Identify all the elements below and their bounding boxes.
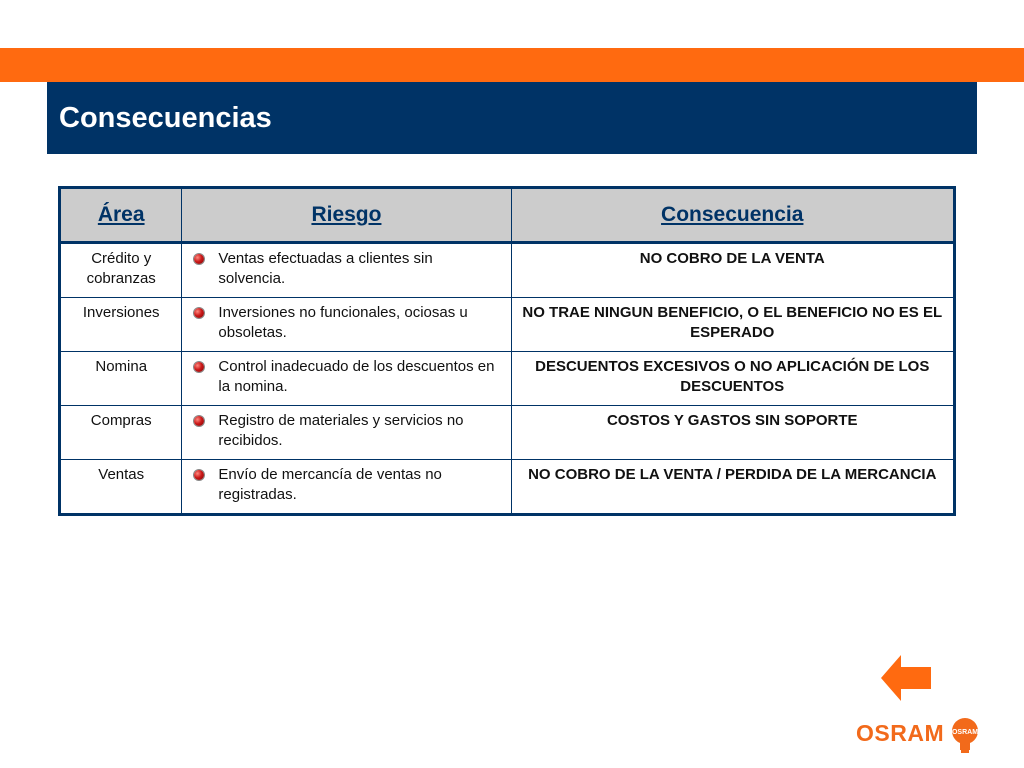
- risk-cell: [182, 406, 511, 460]
- risk-cell: [182, 460, 511, 515]
- risk-cell: [182, 352, 511, 406]
- red-bullet-icon: [194, 470, 204, 480]
- top-accent-bar: [0, 48, 1024, 82]
- consequence-cell: COSTOS Y GASTOS SIN SOPORTE: [511, 406, 955, 460]
- consequence-cell: NO COBRO DE LA VENTA: [511, 243, 955, 298]
- risk-text: Inversiones no funcionales, ociosas u obsoletas.: [218, 304, 468, 341]
- consequences-table: [58, 186, 956, 516]
- table-row: [60, 243, 955, 298]
- consequence-cell: DESCUENTOS EXCESIVOS O NO APLICACIÓN DE LOS DESCUENTOS: [511, 352, 955, 406]
- red-bullet-icon: [194, 362, 204, 372]
- lightbulb-icon: [950, 716, 980, 754]
- osram-logo: [856, 716, 980, 754]
- table-row: [60, 406, 955, 460]
- page-title: Consecuencias: [59, 102, 272, 134]
- logo-bulb-text: OSRAM: [951, 729, 979, 736]
- header-area: Área: [60, 188, 182, 243]
- back-button[interactable]: [879, 653, 933, 703]
- risk-text: Control inadecuado de los descuentos en la nomina.: [218, 358, 495, 395]
- red-bullet-icon: [194, 254, 204, 264]
- risk-text: Ventas efectuadas a clientes sin solvencia.: [218, 250, 433, 287]
- area-cell: Inversiones: [60, 298, 182, 352]
- consequence-cell: NO COBRO DE LA VENTA / PERDIDA DE LA MERCANCIA: [511, 460, 955, 515]
- title-banner: [47, 82, 977, 154]
- area-cell: Compras: [60, 406, 182, 460]
- header-consecuencia: Consecuencia: [511, 188, 955, 243]
- consequence-cell: NO TRAE NINGUN BENEFICIO, O EL BENEFICIO NO ES EL ESPERADO: [511, 298, 955, 352]
- area-cell: Crédito y cobranzas: [60, 243, 182, 298]
- header-riesgo: Riesgo: [182, 188, 511, 243]
- risk-text: Envío de mercancía de ventas no registradas.: [218, 466, 442, 503]
- red-bullet-icon: [194, 308, 204, 318]
- area-cell: Ventas: [60, 460, 182, 515]
- area-cell: Nomina: [60, 352, 182, 406]
- table-header-row: [60, 188, 955, 243]
- risk-cell: [182, 243, 511, 298]
- risk-text: Registro de materiales y servicios no recibidos.: [218, 412, 464, 449]
- table-row: [60, 460, 955, 515]
- left-arrow-icon: [879, 653, 933, 703]
- table-row: [60, 298, 955, 352]
- logo-wordmark: OSRAM: [856, 720, 945, 746]
- table-row: [60, 352, 955, 406]
- risk-cell: [182, 298, 511, 352]
- red-bullet-icon: [194, 416, 204, 426]
